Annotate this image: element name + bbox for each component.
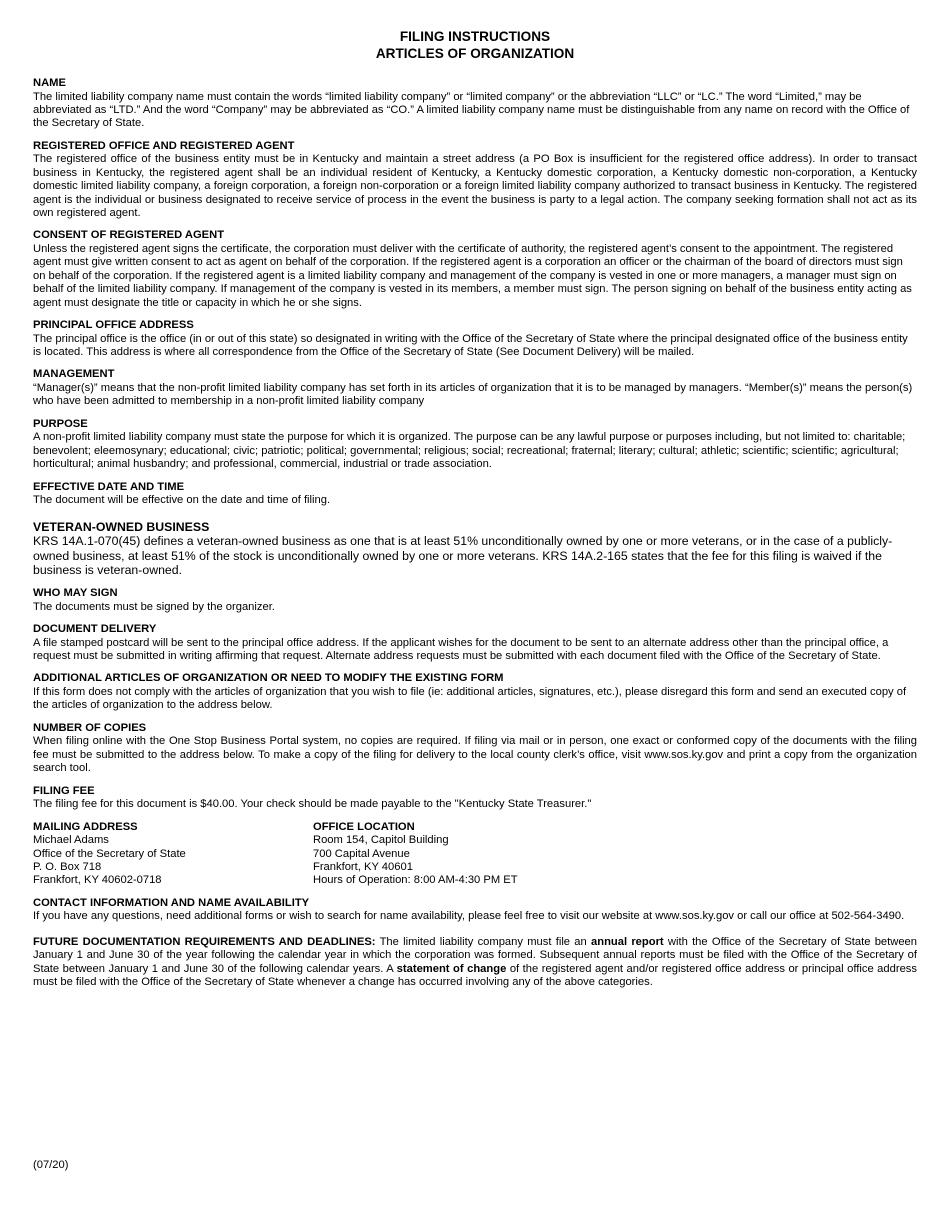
section-effective-date	[33, 481, 917, 508]
section-text: The filing fee for this document is $40.00. Your check should be made payable to the "Kentucky State Treasurer."	[33, 798, 592, 811]
section-who-may-sign	[33, 587, 917, 614]
section-heading: ADDITIONAL ARTICLES OF ORGANIZATION OR NEED TO MODIFY THE EXISTING FORM	[33, 672, 504, 685]
document-title	[33, 28, 917, 62]
section-veteran	[33, 520, 917, 578]
mailing-address-line: Frankfort, KY 40602-0718	[33, 874, 162, 887]
section-heading: MANAGEMENT	[33, 368, 115, 381]
section-text: The registered office of the business entity must be in Kentucky and maintain a street address (a PO Box is insufficient for the registered office address). In order to transact business in Kentucky, the registered agent shall be an individual resident of Kentucky, a Kentucky domestic corporation, a Kentucky domestic non-corporation, a Kentucky domestic limited liability company, a foreign corporation, a foreign non-corporation or a foreign limited liability company authorized to transact business in Kentucky. The registered agent is the individual or business designated to receive service of process in the event the business is party to a legal action. The company seeking formation shall not act as its own registered agent.	[33, 153, 917, 220]
section-heading: EFFECTIVE DATE AND TIME	[33, 480, 185, 493]
section-heading: NUMBER OF COPIES	[33, 721, 147, 734]
section-text: If you have any questions, need additional forms or wish to search for name availability, please feel free to visit our website at www.sos.ky.gov or call our office at 502-564-3490.	[33, 910, 905, 923]
future-text-1: The limited liability company must file an	[375, 935, 592, 948]
office-location-line: Frankfort, KY 40601	[313, 861, 413, 873]
mailing-address-line: Office of the Secretary of State	[33, 847, 186, 860]
section-filing-fee	[33, 785, 917, 812]
section-text: The documents must be signed by the organizer.	[33, 600, 275, 613]
section-heading: NAME	[33, 77, 66, 89]
section-text: The principal office is the office (in or out of this state) so designated in writing with the Office of the Secretary of State where the principal designated office of the business entity is located. This address is where all correspondence from the Office of the Secretary of State (See Document Delivery) will be mailed.	[33, 332, 908, 359]
mailing-address-line: Michael Adams	[33, 834, 109, 847]
section-heading: PRINCIPAL OFFICE ADDRESS	[33, 319, 194, 332]
section-text: When filing online with the One Stop Business Portal system, no copies are required. If filing via mail or in person, one exact or conformed copy of the documents with the filing fee must be submitted to the address below. To make a copy of the filing for delivery to the local county clerk’s office, visit www.sos.ky.gov and print a copy from the organization search tool.	[33, 735, 917, 775]
section-management	[33, 368, 917, 408]
section-text: The document will be effective on the date and time of filing.	[33, 494, 331, 507]
section-contact	[33, 897, 917, 924]
mailing-address-heading: MAILING ADDRESS	[33, 820, 138, 833]
section-heading: VETERAN-OWNED BUSINESS	[33, 519, 210, 534]
title-line-2: ARTICLES OF ORGANIZATION	[375, 46, 575, 61]
section-heading: DOCUMENT DELIVERY	[33, 622, 157, 635]
address-block	[33, 821, 917, 888]
future-text-3: of the registered agent and/or registered office address or principal office address must be filed with the Office of the Secretary of State whenever a change has occurred involving any of the above categories.	[33, 962, 917, 989]
section-heading: CONTACT INFORMATION AND NAME AVAILABILITY	[33, 896, 310, 909]
statement-of-change-term: statement of change	[396, 962, 507, 975]
section-text: The limited liability company name must contain the words “limited liability company” or “limited company” or the abbreviation “LLC” or “LC.” The word “Limited,” may be abbreviated as “LTD.” And the word “Company” may be abbreviated as “CO.” A limited liability company name must be distinguishable from any name on record with the Office of the Secretary of State.	[33, 90, 910, 130]
mailing-address	[33, 821, 313, 888]
office-location-line: Hours of Operation: 8:00 AM-4:30 PM ET	[313, 874, 518, 887]
revision-code: (07/20)	[33, 1159, 69, 1171]
section-additional-articles	[33, 672, 917, 712]
office-location-heading: OFFICE LOCATION	[313, 820, 415, 833]
section-purpose	[33, 418, 917, 472]
future-requirements	[33, 936, 917, 990]
section-heading: PURPOSE	[33, 417, 88, 430]
section-text: A file stamped postcard will be sent to the principal office address. If the applicant wishes for the document to be sent to an alternate address other than the principal office, a request must be submitted in writing affirming that request. Alternate address requests must be submitted with each document filed with the Office of the Secretary of State.	[33, 636, 889, 662]
future-text-2: with the Office of the Secretary of State between January 1 and June 30 of the year following the calendar year in which the corporation was formed. Subsequent annual reports must be filed with the Office of the Secretary of State between January 1 and June 30 of the following calendar years. A	[33, 935, 918, 975]
section-heading: REGISTERED OFFICE AND REGISTERED AGENT	[33, 139, 295, 152]
section-text: Unless the registered agent signs the certificate, the corporation must deliver with the certificate of authority, the registered agent’s consent to the appointment. The registered agent must give written consent to act as agent on behalf of the corporation. If the registered agent is a corporation an officer or the chairman of the board of directors must sign on behalf of the corporation. If the registered agent is a limited liability company and management of the company is vested in one or more managers, a manager must sign on behalf of the limited liability company. If management of the company is vested in its members, a member must sign. The person signing on behalf of the business entity acting as agent must designate the title or capacity in which he or she signs.	[33, 243, 912, 309]
annual-report-term: annual report	[591, 935, 664, 948]
office-location	[313, 821, 593, 888]
section-text: A non-profit limited liability company must state the purpose for which it is organized. The purpose can be any lawful purpose or purposes including, but not limited to: charitable; benevolent; eleemosynary; educational; civic; patriotic; political; governmental; religious; social; recreational; fraternal; literary; cultural; athletic; scientific; scientific; agricultural; horticultural; animal husbandry; and professional, commercial, industrial or trade association.	[33, 431, 906, 471]
section-text: “Manager(s)” means that the non-profit limited liability company has set forth in its articles of organization that it is to be managed by managers. “Member(s)” means the person(s) who have been admitted to membership in a non-profit limited liability company	[33, 382, 913, 408]
section-name	[33, 77, 917, 131]
section-text: KRS 14A.1-070(45) defines a veteran-owned business as one that is at least 51% unconditionally owned by one or more veterans, or in the case of a publicly-owned business, at least 51% of the stock is unconditionally owned by one or more veterans. KRS 14A.2-165 states that the fee for this filing is waived if the business is veteran-owned.	[33, 534, 893, 578]
section-heading: FILING FEE	[33, 784, 95, 797]
office-location-line: Room 154, Capitol Building	[313, 834, 449, 847]
office-location-line: 700 Capital Avenue	[313, 847, 410, 860]
section-heading: CONSENT OF REGISTERED AGENT	[33, 229, 225, 242]
filing-instructions-page	[33, 28, 917, 989]
section-registered-office	[33, 140, 917, 221]
section-heading: WHO MAY SIGN	[33, 586, 118, 599]
section-document-delivery	[33, 623, 917, 663]
section-consent	[33, 229, 917, 310]
mailing-address-line: P. O. Box 718	[33, 861, 102, 873]
future-label: FUTURE DOCUMENTATION REQUIREMENTS AND DEADLINES:	[33, 935, 376, 948]
section-text: If this form does not comply with the articles of organization that you wish to file (ie: additional articles, signatures, etc.), please disregard this form and send an executed copy of the articles of organization to the address below.	[33, 685, 907, 712]
title-line-1: FILING INSTRUCTIONS	[399, 29, 551, 44]
section-principal-office	[33, 319, 917, 359]
section-copies	[33, 722, 917, 776]
